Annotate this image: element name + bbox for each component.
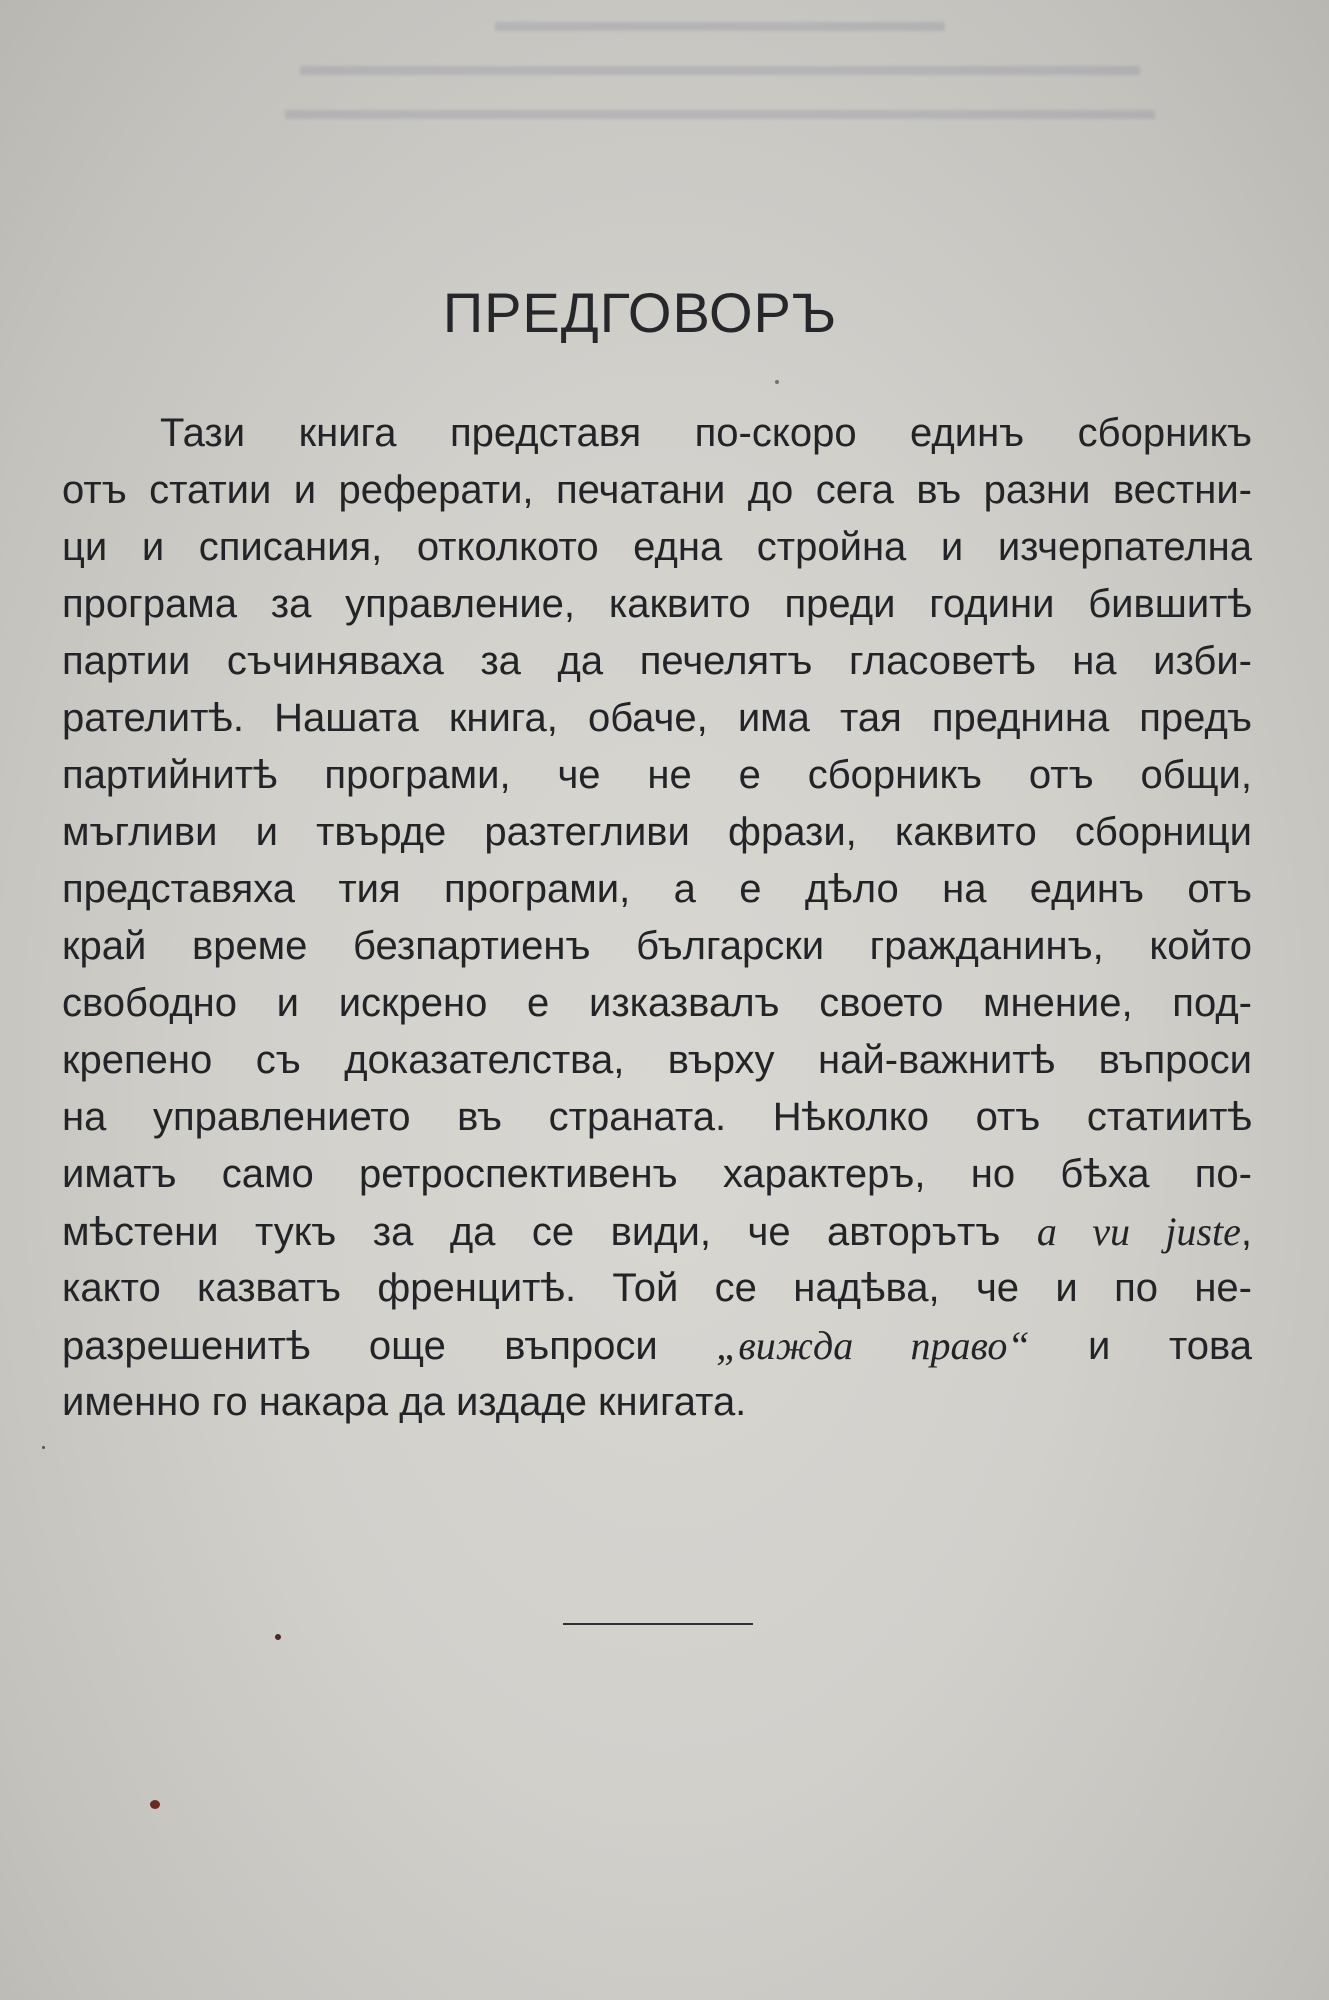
- bleed-through-text: ▬▬▬▬▬▬▬▬▬▬▬▬▬▬▬ ▬▬▬▬▬▬▬▬▬▬▬▬▬▬▬▬▬▬▬▬▬▬▬▬▬▬▬▬ ▬▬▬▬▬▬▬▬▬▬▬▬▬▬▬▬▬▬▬▬▬▬▬▬▬▬▬▬▬: [285, 5, 1155, 126]
- text-line: партии съчиняваха за да печелятъ гласоветѣ на изби-: [62, 639, 1252, 683]
- text-line: иматъ само ретроспективенъ характеръ, но бѣха по-: [62, 1152, 1252, 1196]
- text-line: представяха тия програми, а е дѣло на единъ отъ: [62, 867, 1252, 911]
- paper-spot: [275, 1634, 281, 1640]
- text-line: ци и списания, отколкото една стройна и изчерпателна: [62, 525, 1252, 569]
- paper-spot: [42, 1446, 45, 1449]
- text-line: Тази книга представя по-скоро единъ сборникъ: [160, 411, 1252, 455]
- text-line: крепено съ доказателства, върху най-важнитѣ въпроси: [62, 1038, 1252, 1082]
- text-line: свободно и искрено е изказвалъ своето мнение, под-: [62, 981, 1252, 1025]
- preface-paragraph: [62, 405, 1252, 1431]
- text-line: както казватъ френцитѣ. Той се надѣва, че и по не-: [62, 1266, 1252, 1310]
- paper-spot: [150, 1800, 160, 1809]
- closing-rule: [563, 1623, 753, 1625]
- text-line: [62, 1317, 1252, 1374]
- text-line: край време безпартиенъ български гражданинъ, който: [62, 924, 1252, 968]
- text-line: [62, 1203, 1252, 1260]
- text-line: мъгливи и твърде разтегливи фрази, каквито сборници: [62, 810, 1252, 854]
- text-line: рателитѣ. Нашата книга, обаче, има тая преднина предъ: [62, 696, 1252, 740]
- text-line: на управлението въ страната. Нѣколко отъ статиитѣ: [62, 1095, 1252, 1139]
- text-fragment: ,: [1240, 1210, 1252, 1254]
- text-fragment: разрешенитѣ още въпроси: [62, 1324, 658, 1368]
- italic-phrase: a vu juste: [1036, 1209, 1241, 1254]
- text-line: програма за управление, каквито преди години бившитѣ: [62, 582, 1252, 626]
- text-line: именно го накара да издаде книгата.: [62, 1380, 747, 1424]
- text-fragment: и това: [1088, 1324, 1252, 1368]
- text-line: отъ статии и реферати, печатани до сега въ разни вестни-: [62, 468, 1252, 512]
- text-fragment: мѣстени тукъ за да се види, че авторътъ: [62, 1210, 1001, 1254]
- italic-phrase: „вижда право“: [716, 1323, 1030, 1368]
- paper-spot: [775, 380, 779, 384]
- text-line: партийнитѣ програми, че не е сборникъ отъ общи,: [62, 753, 1252, 797]
- page-title: ПРЕДГОВОРЪ: [442, 281, 838, 344]
